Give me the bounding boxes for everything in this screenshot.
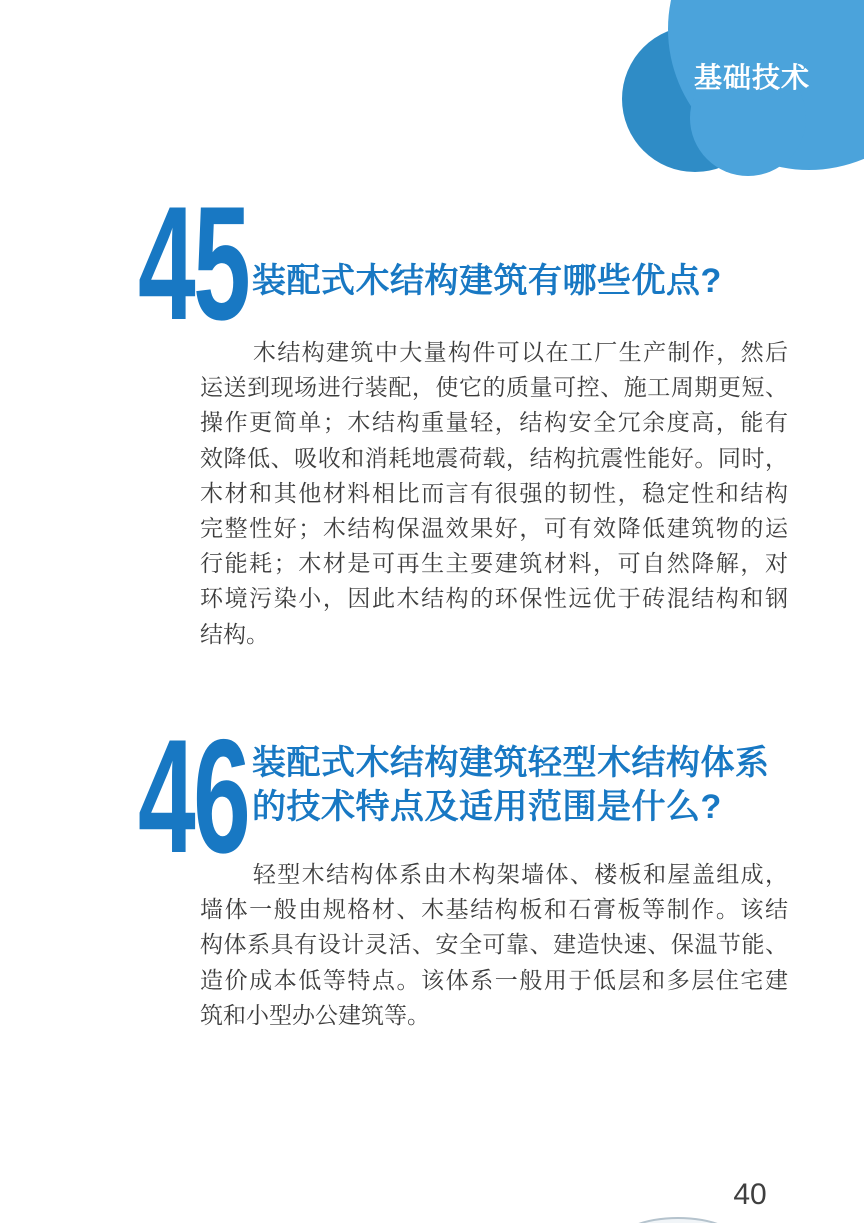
- paragraph-line: 轻型木结构体系由木构架墙体、楼板和屋盖组成，: [252, 862, 788, 888]
- paragraph-line: 行能耗；木材是可再生主要建筑材料，可自然降解，对: [200, 551, 788, 578]
- bottom-edge-decoration: [615, 1217, 741, 1223]
- paragraph-line: 墙体一般由规格材、木基结构板和石膏板等制作。该结: [200, 897, 788, 924]
- paragraph-line: 运送到现场进行装配，使它的质量可控、施工周期更短、: [200, 375, 788, 402]
- question-45-number: 45: [138, 173, 249, 354]
- paragraph-line: 操作更简单；木结构重量轻，结构安全冗余度高，能有: [200, 410, 788, 437]
- question-46-title: [252, 741, 770, 829]
- question-45-title: 装配式木结构建筑有哪些优点?: [252, 262, 722, 300]
- paragraph-line: 效降低、吸收和消耗地震荷载，结构抗震性能好。同时，: [200, 445, 788, 472]
- paragraph-line: 木材和其他材料相比而言有很强的韧性，稳定性和结构: [200, 480, 788, 507]
- question-46-title-line-1: 装配式木结构建筑轻型木结构体系: [252, 744, 770, 782]
- paragraph-line: 造价成本低等特点。该体系一般用于低层和多层住宅建: [200, 967, 788, 994]
- section-badge: 基础技术: [693, 62, 810, 93]
- question-46-title-line-2: 的技术特点及适用范围是什么?: [252, 788, 722, 826]
- paragraph-line: 结构。: [200, 621, 269, 648]
- paragraph-line: 完整性好；木结构保温效果好，可有效降低建筑物的运: [200, 515, 788, 542]
- question-46-number: 46: [138, 706, 249, 887]
- question-45-paragraph: [200, 336, 788, 653]
- paragraph-line: 筑和小型办公建筑等。: [200, 1002, 430, 1029]
- paragraph-line: 构体系具有设计灵活、安全可靠、建造快速、保温节能、: [200, 932, 788, 959]
- paragraph-line: 木结构建筑中大量构件可以在工厂生产制作，然后: [252, 340, 788, 366]
- page-number: 40: [733, 1178, 767, 1211]
- paragraph-line: 环境污染小，因此木结构的环保性远优于砖混结构和钢: [200, 586, 788, 613]
- question-46-paragraph: [200, 858, 788, 1034]
